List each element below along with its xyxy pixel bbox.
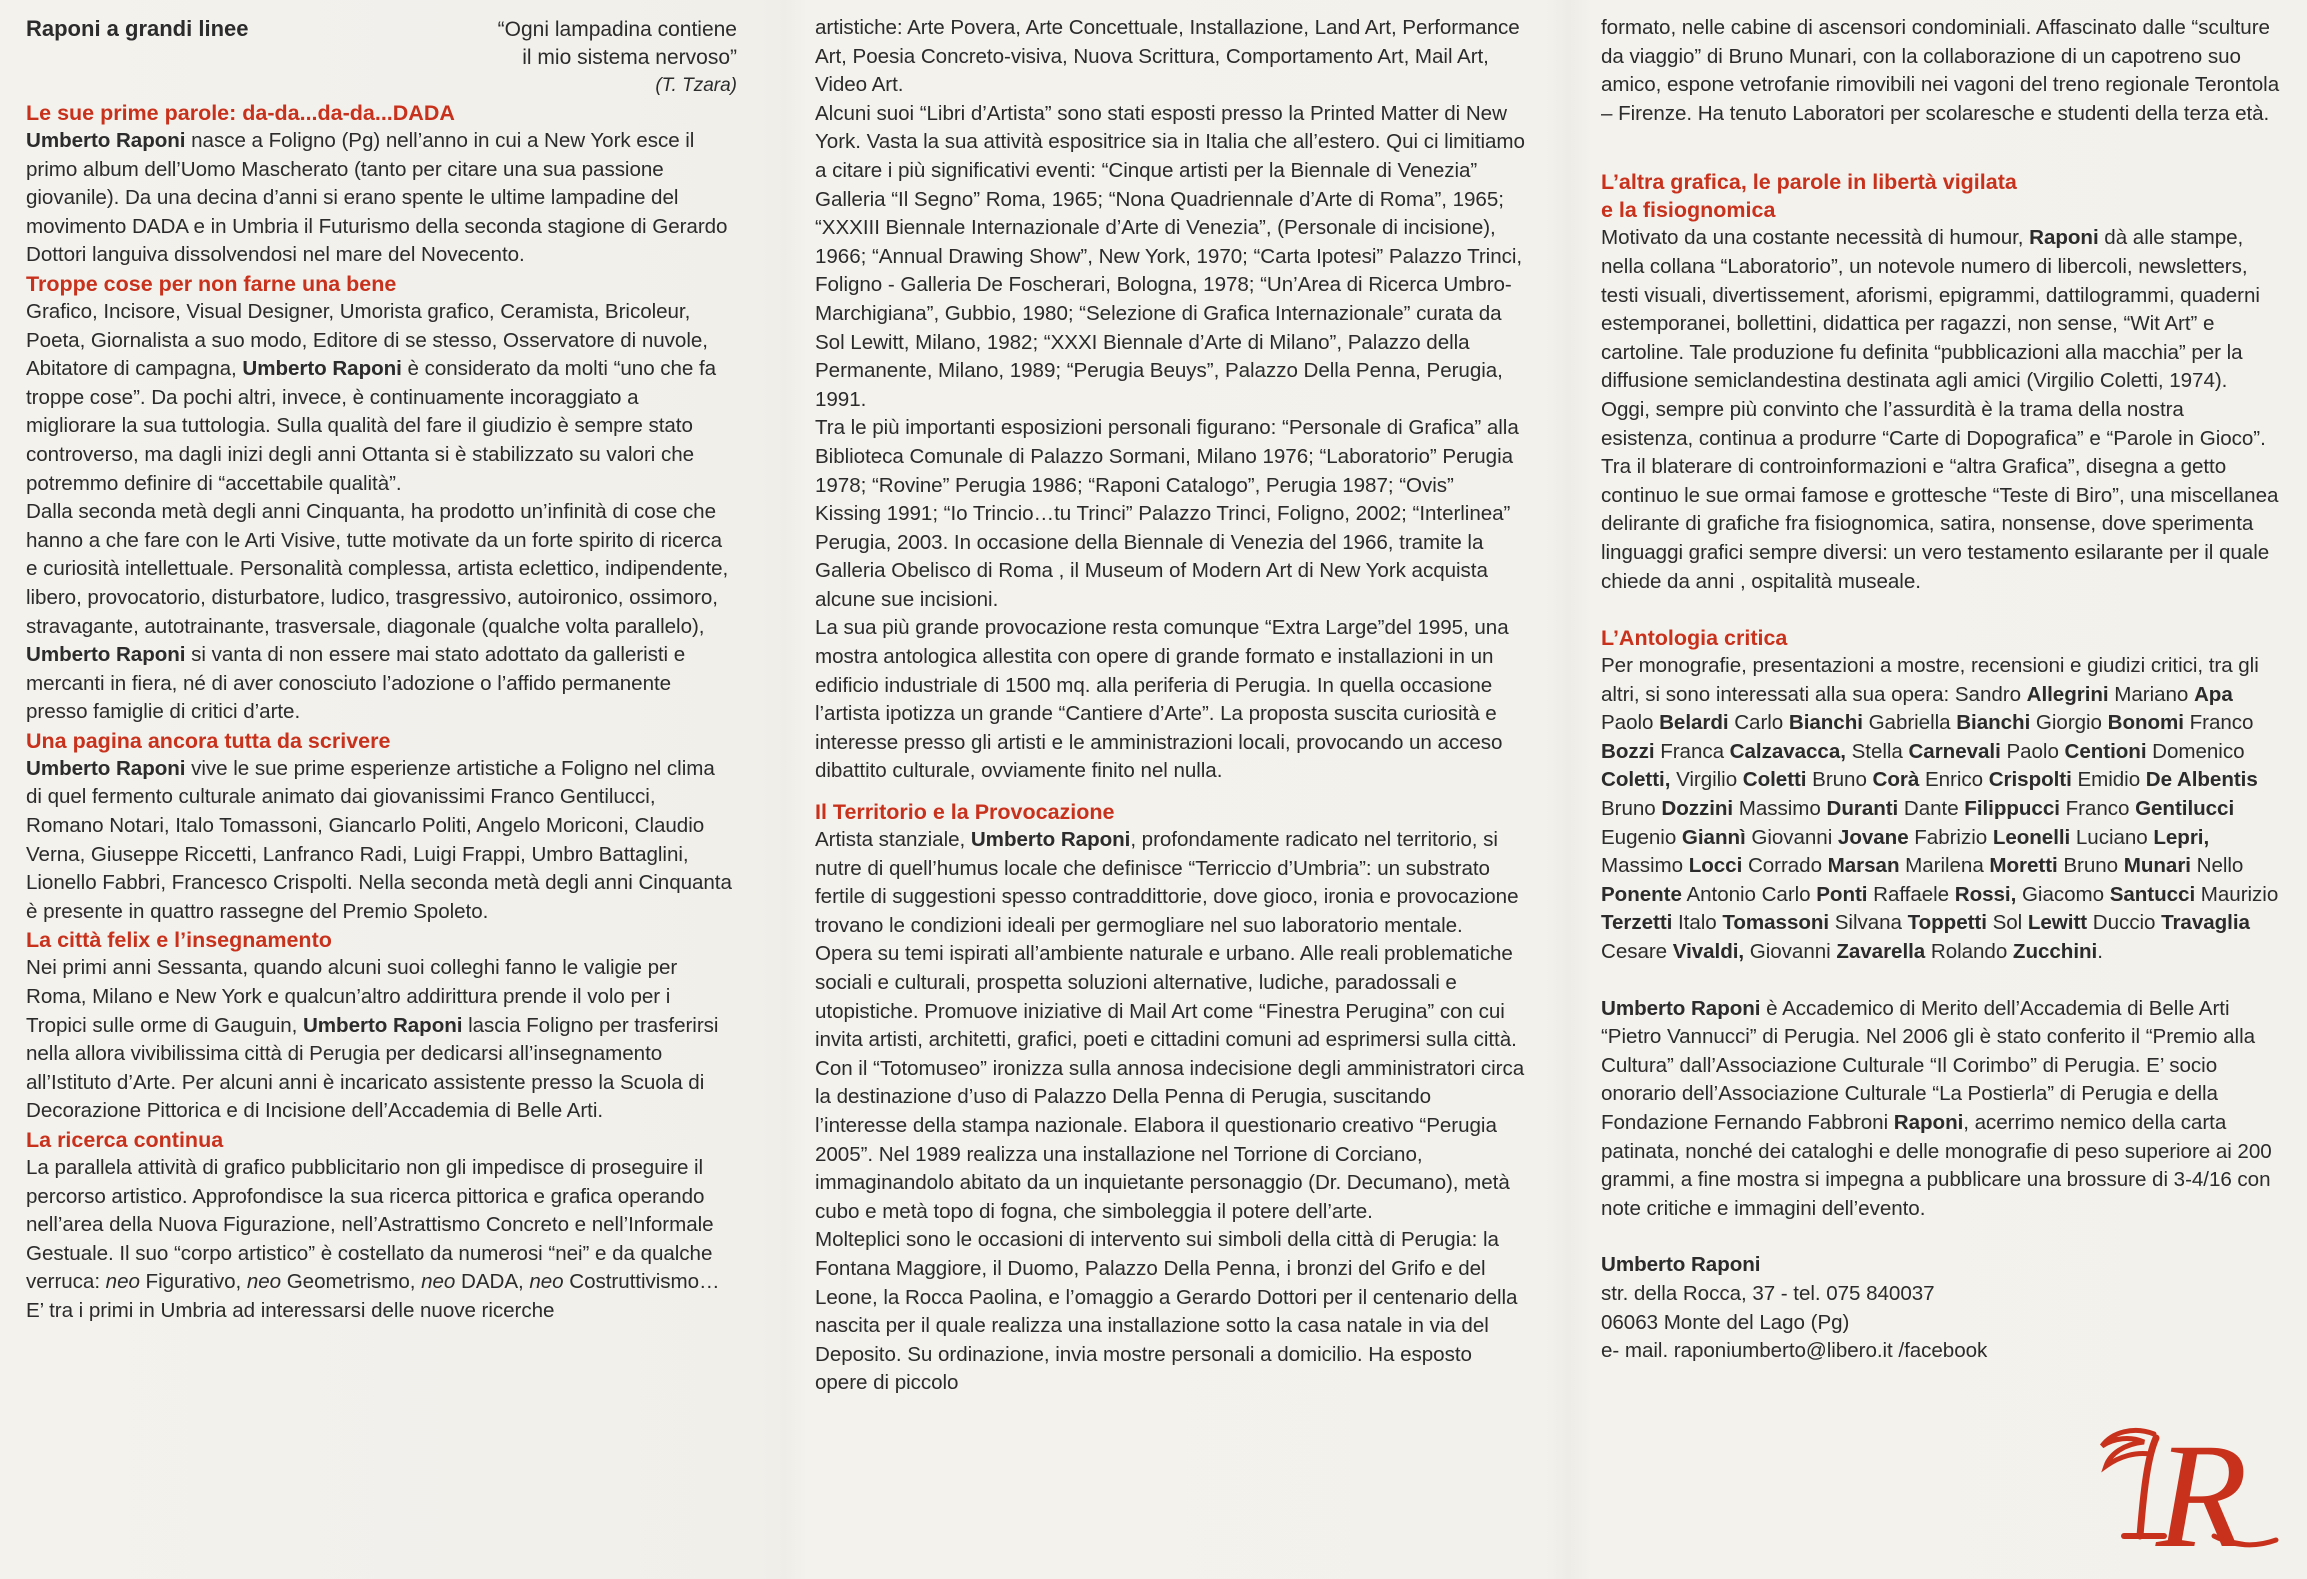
artist-name: Umberto Raponi [1601,996,1761,1020]
column-3 [1601,14,2281,1574]
critic-last-name: Apa [2193,682,2233,706]
paragraph: Motivato da una costante necessità di humour, Raponi dà alle stampe, nella collana “Laboratorio”, un notevole numero di libercoli, newsletters, testi visuali, divertissement, aforismi, epigrammi, dattilogrammi, quaderni estemporanei, bollettini, didattica per ragazzi, non sense, “Wit Art” e cartoline. Tale produzione fu definita “pubblicazioni alla macchia” per la diffusione semiclandestina destinata agli amici (Virgilio Coletti, 1974). [1601,226,2260,393]
critic-first-name: Bruno [1601,797,1662,821]
paragraph: Tra il blaterare di controinformazioni e “altra Grafica”, disegna a getto continuo le sue ormai famose e grottesche “Teste di Biro”, una miscellanea delirante di grafiche fra fisiognomica, satira, nonsense, dove sperimenta linguaggi grafici sempre diversi: un vero testamento esilarante per il quale chiede da anni , ospitalità museale. [1601,455,2279,593]
critic-last-name: Zucchini [2012,940,2098,964]
critic-first-name: Rolando [1930,940,2013,964]
critic-first-name: Giovanni [1749,940,1837,964]
logo-letter: R [2156,1416,2248,1566]
critic-last-name: Vivaldi, [1672,940,1745,964]
paragraph: E’ tra i primi in Umbria ad interessarsi delle nuove ricerche [26,1298,555,1322]
critic-last-name: Ponente [1601,882,1682,906]
section-heading-citta-felix: La città felix e l’insegnamento [26,928,332,953]
critic-last-name: Jovane [1837,825,1909,849]
critic-last-name: Zavarella [1836,940,1926,964]
critic-last-name: Lepri, [2153,825,2210,849]
artist-name: Umberto Raponi [242,357,402,381]
paragraph: Dalla seconda metà degli anni Cinquanta, ha prodotto un’infinità di cose che hanno a che fare con le Arti Visive, tutte motivate da un forte spirito di ricerca e curiosità intellettuale. Personalità complessa, artista eclettico, indipendente, libero, provocatorio, disturbatore, ludico, trasgressivo, autoironico, ossimoro, stravagante, autotrainante, trasversale, diagonale (qualche volta parallelo), Umberto Raponi si vanta di non essere mai stato adottato da galleristi e mercanti in fiera, né di aver conosciuto l’adozione o l’affido permanente presso famiglie di critici d’arte. [26,500,729,724]
contact-email[interactable]: e- mail. raponiumberto@libero.it /facebook [1601,1339,1988,1363]
critic-first-name: Duccio [2092,911,2162,935]
column-2 [815,14,1525,1574]
critic-first-name: Franca [1660,739,1730,763]
critics-paragraph: Per monografie, presentazioni a mostre, recensioni e giudizi critici, tra gli altri, si sono interessati alla sua opera: Sandro Allegrini Mariano Apa Paolo Belardi Carlo Bianchi Gabriella Bianchi Giorgio Bonomi Franco Bozzi Franca Calzavacca, Stella Carnevali Paolo Centioni Domenico Coletti, Virgilio Coletti Bruno Corà Enrico Crispolti Emidio De Albentis Bruno Dozzini Massimo Duranti Dante Filippucci Franco Gentilucci Eugenio Giannì Giovanni Jovane Fabrizio Leonelli Luciano Lepri, Massimo Locci Corrado Marsan Marilena Moretti Bruno Munari Nello Ponente Antonio Carlo Ponti Raffaele Rossi, Giacomo Santucci Maurizio Terzetti Italo Tomassoni Silvana Toppetti Sol Lewitt Duccio Travaglia Cesare Vivaldi, Giovanni Zavarella Rolando Zucchini. [1601,654,2279,964]
critic-last-name: Marsan [1827,854,1900,878]
paragraph: Umberto Raponi nasce a Foligno (Pg) nell’anno in cui a New York esce il primo album dell’Uomo Mascherato (tanto per citare una sua passione giovanile). Da una decina d’anni si erano spente le ultime lampadine del movimento DADA e in Umbria il Futurismo della seconda stagione di Gerardo Dottori languiva dissolvendosi nel mare del Novecento. [26,129,728,267]
paragraph: La sua più grande provocazione resta comunque “Extra Large”del 1995, una mostra antologica allestita con opere di grande formato e installazioni in un edificio industriale di 1500 mq. alla periferia di Perugia. In quella occasione l’artista ipotizza un grande “Cantiere d’Arte”. La proposta suscita curiosità e interesse presso gli artisti e le amministrazioni locali, provocando un acceso dibattito culturale, ovviamente finito nel nulla. [815,616,1509,783]
contact-address: str. della Rocca, 37 - tel. 075 840037 [1601,1281,1935,1305]
quote-author: (T. Tzara) [655,75,737,96]
critic-last-name: Travaglia [2161,911,2250,935]
critic-first-name: Enrico [1924,768,1989,792]
critic-first-name: Marilena [1905,854,1990,878]
artist-name: Umberto Raponi [26,643,186,667]
critic-first-name: Nello [2196,854,2244,878]
critic-last-name: Filippucci [1964,797,2060,821]
critic-first-name: Virgilio [1676,768,1743,792]
critic-last-name: Rossi, [1954,882,2017,906]
paragraph: Nei primi anni Sessanta, quando alcuni suoi colleghi fanno le valigie per Roma, Milano e New York e qualcun’altro addirittura prende il volo per i Tropici sulle orme di Gauguin, Umberto Raponi lascia Foligno per trasferirsi nella allora vivibilissima città di Perugia per dedicarsi all’insegnamento all’Istituto d’Arte. Per alcuni anni è incaricato assistente presso la Scuola di Decorazione Pittorica e di Incisione dell’Accademia di Belle Arti. [26,956,719,1123]
critic-last-name: Ponti [1816,882,1868,906]
critic-last-name: De Albentis [2145,768,2258,792]
critic-last-name: Coletti [1742,768,1807,792]
critic-last-name: Toppetti [1907,911,1987,935]
artist-name: Umberto Raponi [970,828,1131,852]
paragraph: Molteplici sono le occasioni di intervento sui simboli della città di Perugia: la Fontana Maggiore, il Duomo, Palazzo Della Penna, i bronzi del Grifo e del Leone, la Rocca Paolina, e l’omaggio a Gerardo Dottori per il centenario della nascita per il quale realizza una installazione sotto la casa natale in via del Deposito. Su ordinazione, invia mostre personali a domicilio. Ha esposto opere di piccolo [815,1228,1518,1395]
critic-last-name: Tomassoni [1722,911,1830,935]
section-heading-altra-grafica: L’altra grafica, le parole in libertà vigilata e la fisiognomica [1601,170,2017,223]
section-heading-ricerca: La ricerca continua [26,1128,224,1152]
critic-last-name: Munari [2123,854,2191,878]
paragraph: Oggi, sempre più convinto che l’assurdità è la trama della nostra esistenza, continua a produrre “Carte di Dopografica” e “Parole in Gioco”. [1601,397,2266,450]
critic-last-name: Gentilucci [2135,797,2235,821]
section-heading-troppe-cose: Troppe cose per non farne una bene [26,271,397,296]
paragraph: formato, nelle cabine di ascensori condominiali. Affascinato dalle “sculture da viaggio” di Bruno Munari, con la collaborazione di un capotreno suo amico, espone vetrofanie rimovibili nei vagoni del treno regionale Terontola – Firenze. Ha tenuto Laboratori per scolaresche e studenti della terza età. [1601,16,2280,125]
paragraph: Alcuni suoi “Libri d’Artista” sono stati esposti presso la Printed Matter di New York. Vasta la sua attività espositrice sia in Italia che all’estero. Qui ci limitiamo a citare i più significativi eventi: “Cinque artisti per la Biennale di Venezia” Galleria “Il Segno” Roma, 1965; “Nona Quadriennale d’Arte di Roma”, 1965; “XXXIII Biennale Internazionale d’Arte di Venezia”, (Personale di incisione), 1966; “Annual Drawing Show”, New York, 1970; “Carta Ipotesi” Palazzo Trinci, Foligno - Galleria De Foscherari, Bologna, 1978; “Un’Area di Ricerca Umbro-Marchigiana”, Gubbio, 1980; “Selezione di Grafica Internazionale” curata da Sol Lewitt, Milano, 1982; “XXXI Biennale d’Arte di Milano”, Palazzo della Permanente, Milano, 1989; “Perugia Beuys”, Palazzo Della Penna, Perugia, 1991. [815,101,1525,411]
critic-first-name: Italo [1677,911,1723,935]
critic-last-name: Leonelli [1992,825,2071,849]
critic-first-name: Fabrizio [1914,825,1993,849]
page-title: Raponi a grandi linee [26,16,249,41]
critic-first-name: Franco [2189,711,2254,735]
critic-first-name: Corrado [1747,854,1828,878]
critic-last-name: Bianchi [1956,711,2031,735]
paragraph: Umberto Raponi è Accademico di Merito dell’Accademia di Belle Arti “Pietro Vannucci” di Perugia. Nel 2006 gli è stato conferito il “Premio alla Cultura” dall’Associazione Culturale “Il Corimbo” di Perugia. E’ socio onorario dell’Associazione Culturale “La Postierla” di Perugia e della Fondazione Fernando Fabbroni Raponi, acerrimo nemico della carta patinata, nonché dei cataloghi e delle monografie di peso superiore ai 200 grammi, a fine mostra si impegna a pubblicare una brossure di 3-4/16 con note critiche e immagini dell’evento. [1601,996,2272,1220]
critic-last-name: Moretti [1989,854,2058,878]
critic-first-name: Giacomo [2021,882,2110,906]
critic-last-name: Terzetti [1601,911,1673,935]
section-heading-antologia: L’Antologia critica [1601,626,1788,651]
critic-last-name: Bianchi [1788,711,1863,735]
critic-last-name: Crispolti [1988,768,2072,792]
critic-last-name: Santucci [2109,882,2196,906]
paragraph: Grafico, Incisore, Visual Designer, Umorista grafico, Ceramista, Bricoleur, Poeta, Giornalista a suo modo, Editore di se stesso, Osservatore di nuvole, Abitatore di campagna, Umberto Raponi è considerato da molti “uno che fa troppe cose”. Da pochi altri, invece, è continuamente incoraggiato a migliorare la sua tuttologia. Sulla qualità del fare il giudizio è sempre stato controverso, ma dagli inizi degli anni Ottanta si è stabilizzato su valori che potremmo definire di “accettabile qualità”. [26,299,717,495]
critic-first-name: Raffaele [1873,882,1955,906]
section-heading-pagina: Una pagina ancora tutta da scrivere [26,728,391,753]
artist-name: Umberto Raponi [302,1013,463,1037]
paragraph: Artista stanziale, Umberto Raponi, profondamente radicato nel territorio, si nutre di quell’humus locale che definisce “Terriccio d’Umbria”: un substrato fertile di suggestioni spesso contraddittorie, dove gioco, ironia e provocazione trovano le condizioni ideali per germogliare nel suo laboratorio mentale. Opera su temi ispirati all’ambiente naturale e urbano. Alle reali problematiche sociali e culturali, prospetta soluzioni alternative, ludiche, paradossali e utopistiche. Promuove iniziative di Mail Art come “Finestra Perugina” con cui invita artisti, architetti, grafici, poeti e cittadini comuni ad esprimersi sulla città. Con il “Totomuseo” ironizza sulla annosa indecisione degli amministratori circa la destinazione d’uso di Palazzo Della Penna di Perugia, suscitando l’interesse della stampa nazionale. Elabora il questionario creativo “Perugia 2005”. Nel 1989 realizza una installazione nel Torrione di Corciano, immaginandolo abitato da un inquietante personaggio (Dr. Decumano), metà cubo e metà topo di fogna, che simboleggia il potere dell’arte. [815,828,1525,1223]
paragraph: Tra le più importanti esposizioni personali figurano: “Personale di Grafica” alla Biblioteca Comunale di Palazzo Sormani, Milano 1976; “Laboratorio” Perugia 1978; “Rovine” Perugia 1986; “Raponi Catalogo”, Perugia 1987; “Ovis” Kissing 1991; “Io Trincio…tu Trinci” Palazzo Trinci, Foligno, 2002; “Interlinea” Perugia, 2003. In occasione della Biennale di Venezia del 1966, tramite la Galleria Obelisco di Roma , il Museum of Modern Art di New York acquista alcune sue incisioni. [815,416,1519,611]
critic-last-name: Lewitt [2027,911,2088,935]
critic-first-name: Paolo [2006,739,2065,763]
epigraph-quote: “Ogni lampadina contiene il mio sistema nervoso” (T. Tzara) [440,16,737,100]
critic-last-name: Coletti, [1601,768,1671,792]
critic-first-name: Stella [1851,739,1909,763]
critic-first-name: Dante [1903,797,1965,821]
critic-first-name: Massimo [1738,797,1827,821]
critic-last-name: Allegrini [2026,682,2109,706]
section-heading-dada: Le sue prime parole: da-da...da-da...DADA [26,101,455,125]
critic-last-name: Giannì [1681,825,1746,849]
critic-first-name: Eugenio [1601,825,1682,849]
column-1 [26,14,734,1574]
critic-first-name: Giovanni [1751,825,1838,849]
artist-name: Umberto Raponi [26,756,186,780]
contact-name: Umberto Raponi [1601,1253,1761,1277]
critic-last-name: Locci [1688,854,1743,878]
critic-first-name: Bruno [2063,854,2124,878]
paragraph: Umberto Raponi vive le sue prime esperienze artistiche a Foligno nel clima di quel fermento culturale animato dai giovanissimi Franco Gentilucci, Romano Notari, Italo Tomassoni, Giancarlo Politi, Angelo Moriconi, Claudio Verna, Giuseppe Riccetti, Lanfranco Radi, Luigi Frappi, Umbro Battaglini, Lionello Fabbri, Francesco Crispolti. Nella seconda metà degli anni Cinquanta è presente in quattro rassegne del Premio Spoleto. [26,756,732,923]
critic-first-name: Massimo [1601,854,1689,878]
critic-last-name: Carnevali [1908,739,2001,763]
critic-first-name: Carlo [1734,711,1789,735]
critic-last-name: Dozzini [1661,797,1734,821]
r-logo-icon [2094,1416,2284,1566]
critic-first-name: Mariano [2114,682,2194,706]
critic-last-name: Bozzi [1601,739,1655,763]
critic-last-name: Calzavacca, [1729,739,1846,763]
critic-first-name: Bruno [1812,768,1873,792]
artist-name: Raponi [1893,1111,1964,1134]
critic-first-name: Cesare [1601,940,1673,964]
paragraph: La parallela attività di grafico pubblicitario non gli impedisce di proseguire il percorso artistico. Approfondisce la sua ricerca pittorica e grafica operando nell’area della Nuova Figurazione, nell’Astrattismo Concreto e nell’Informale Gestuale. Il suo “corpo artistico” è costellato da numerosi “nei” e da qualche verruca: neo Figurativo, neo Geometrismo, neo DADA, neo Costruttivismo… [26,1156,720,1294]
critic-first-name: Maurizio [2200,882,2279,906]
critic-first-name: Franco [2065,797,2136,821]
critic-last-name: Corà [1872,768,1920,792]
critic-first-name: Emidio [2077,768,2146,792]
critic-first-name: Silvana [1834,911,1908,935]
paragraph: artistiche: Arte Povera, Arte Concettuale, Installazione, Land Art, Performance Art, Poesia Concreto-visiva, Nuova Scrittura, Comportamento Art, Mail Art, Video Art. [815,16,1520,97]
section-heading-territorio: Il Territorio e la Provocazione [815,800,1115,825]
critic-first-name: Antonio Carlo [1686,882,1817,906]
critic-first-name: Giorgio [2035,711,2108,735]
critic-last-name: Centioni [2064,739,2147,763]
critic-first-name: Domenico [2152,739,2245,763]
critic-first-name: Paolo [1601,711,1660,735]
contact-city: 06063 Monte del Lago (Pg) [1601,1310,1850,1334]
critic-first-name: Luciano [2075,825,2154,849]
critic-last-name: Belardi [1659,711,1729,735]
critic-last-name: Bonomi [2107,711,2184,735]
critic-first-name: Sandro [1954,682,2027,706]
artist-name: Umberto Raponi [26,129,186,152]
critic-first-name: Gabriella [1868,711,1957,735]
critic-last-name: Duranti [1826,797,1899,821]
artist-name: Raponi [2029,226,2099,250]
critic-first-name: Sol [1992,911,2028,935]
